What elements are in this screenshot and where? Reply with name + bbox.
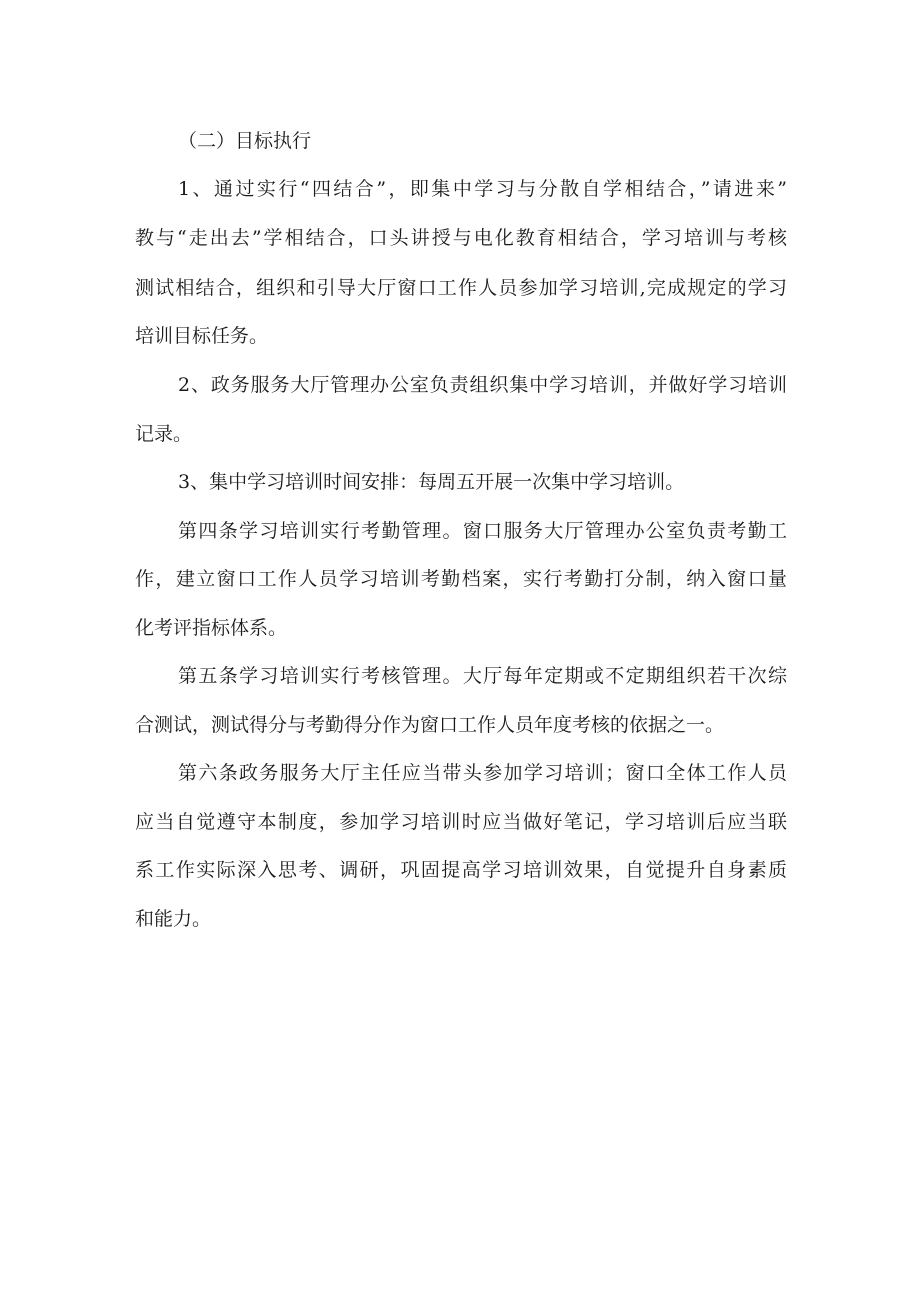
- paragraph-5-line-1: 第五条学习培训实行考核管理。大厅每年定期或不定期组织若干次综: [178, 665, 787, 687]
- paragraph-1-line-3: 测试相结合，组织和引导大厅窗口工作人员参加学习培训,完成规定的学习: [135, 277, 787, 299]
- paragraph-4-line-3: 化考评指标体系。: [135, 617, 288, 639]
- paragraph-6-line-4: 和能力。: [135, 908, 212, 930]
- section-heading: （二）目标执行: [178, 130, 312, 152]
- paragraph-2-line-2: 记录。: [135, 423, 193, 445]
- paragraph-2-line-1: 2、政务服务大厅管理办公室负责组织集中学习培训，并做好学习培训: [178, 374, 787, 396]
- paragraph-6-line-2: 应当自觉遵守本制度，参加学习培训时应当做好笔记，学习培训后应当联: [135, 811, 787, 833]
- paragraph-6-line-1: 第六条政务服务大厅主任应当带头参加学习培训；窗口全体工作人员: [178, 762, 787, 784]
- paragraph-6-line-3: 系工作实际深入思考、调研，巩固提高学习培训效果，自觉提升自身素质: [135, 859, 787, 881]
- paragraph-4-line-2: 作，建立窗口工作人员学习培训考勤档案，实行考勤打分制，纳入窗口量: [135, 568, 787, 590]
- paragraph-3-line-1: 3、集中学习培训时间安排：每周五开展一次集中学习培训。: [178, 471, 685, 493]
- paragraph-1-line-1: 1、通过实行“四结合”，即集中学习与分散自学相结合，”请进来”: [178, 178, 787, 200]
- paragraph-4-line-1: 第四条学习培训实行考勤管理。窗口服务大厅管理办公室负责考勤工: [178, 520, 787, 542]
- paragraph-5-line-2: 合测试，测试得分与考勤得分作为窗口工作人员年度考核的依据之一。: [135, 714, 725, 736]
- paragraph-1-line-4: 培训目标任务。: [135, 325, 269, 347]
- paragraph-1-line-2: 教与“走出去”学相结合，口头讲授与电化教育相结合，学习培训与考核: [135, 227, 787, 249]
